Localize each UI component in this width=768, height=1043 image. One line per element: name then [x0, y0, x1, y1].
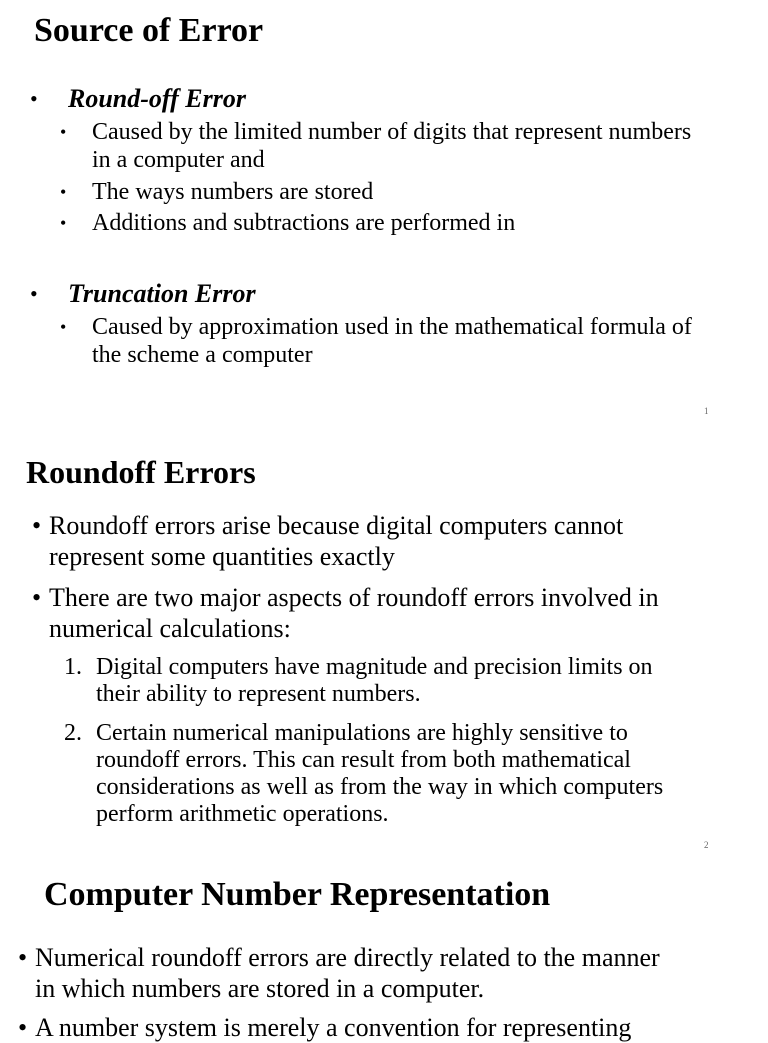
sub-bullet-text: Caused by the limited number of digits that represent numbers	[92, 119, 692, 145]
bullet-text: Numerical roundoff errors are directly related to the manner	[35, 943, 660, 972]
sub-bullet-dot: •	[60, 317, 67, 337]
numbered-item-text: Certain numerical manipulations are highly sensitive to	[96, 720, 628, 746]
sub-bullet-text: The ways numbers are stored	[92, 179, 374, 205]
slide-title: Source of Error	[34, 12, 264, 49]
page-number: 2	[704, 840, 709, 850]
numbered-item-text: roundoff errors. This can result from both mathematical	[96, 747, 631, 773]
numbered-item-text: their ability to represent numbers.	[96, 681, 421, 707]
slide-computer-number-representation	[0, 862, 768, 1042]
sub-bullet-text: the scheme a computer	[92, 342, 313, 368]
numbered-item-text: Digital computers have magnitude and precision limits on	[96, 654, 653, 680]
slide-roundoff-errors	[0, 440, 768, 860]
slide-source-of-error	[0, 0, 768, 430]
sub-bullet-text: Caused by approximation used in the mathematical formula of	[92, 314, 692, 340]
bullet-dot: •	[18, 1013, 28, 1042]
page-number: 1	[704, 406, 709, 416]
numbered-item-text: considerations as well as from the way in which computers	[96, 774, 664, 800]
slide-title: Roundoff Errors	[26, 454, 256, 490]
bullet-round-off-error: Round-off Error	[68, 84, 246, 113]
list-number: 2.	[64, 720, 82, 746]
bullet-text: A number system is merely a convention for representing	[35, 1013, 632, 1042]
bullet-truncation-error: Truncation Error	[68, 279, 256, 308]
sub-bullet-dot: •	[60, 182, 67, 202]
sub-bullet-text: Additions and subtractions are performed in	[92, 210, 516, 236]
list-number: 1.	[64, 654, 82, 680]
bullet-dot: •	[18, 943, 28, 972]
bullet-text: numerical calculations:	[49, 614, 291, 643]
bullet-dot: •	[30, 281, 38, 306]
bullet-text: represent some quantities exactly	[49, 542, 395, 571]
bullet-dot: •	[32, 583, 42, 612]
sub-bullet-dot: •	[60, 213, 67, 233]
sub-bullet-text: in a computer and	[92, 147, 265, 173]
slide-title: Computer Number Representation	[44, 876, 551, 913]
bullet-dot: •	[30, 86, 38, 111]
bullet-text: in which numbers are stored in a computer.	[35, 974, 485, 1003]
numbered-item-text: perform arithmetic operations.	[96, 801, 389, 827]
sub-bullet-dot: •	[60, 122, 67, 142]
bullet-text: There are two major aspects of roundoff errors involved in	[49, 583, 659, 612]
bullet-text: Roundoff errors arise because digital computers cannot	[49, 511, 624, 540]
bullet-dot: •	[32, 511, 42, 540]
